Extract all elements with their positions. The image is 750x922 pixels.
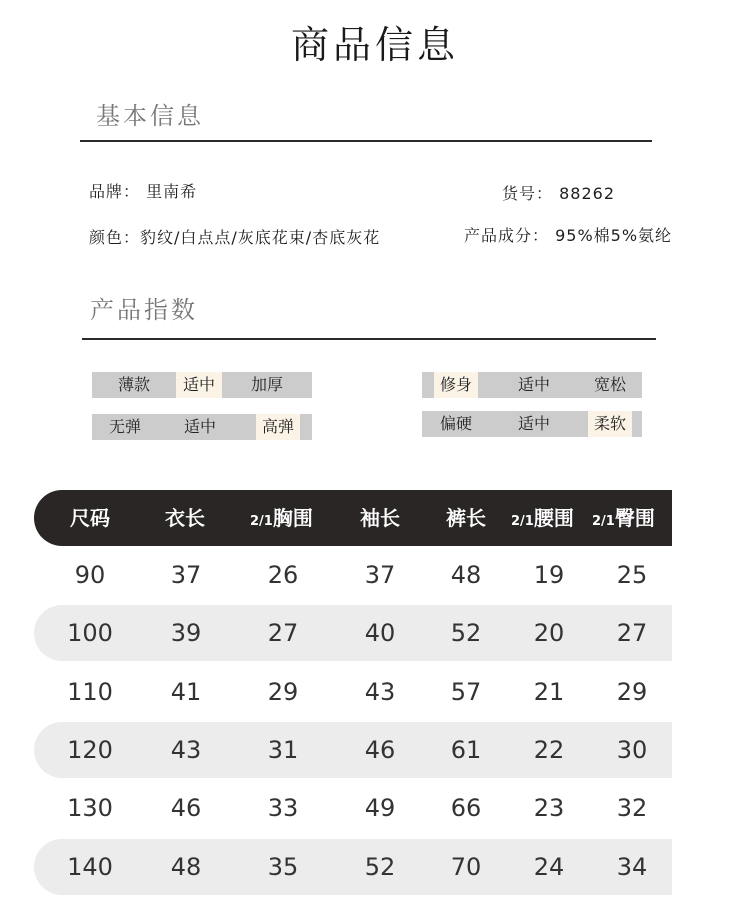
header-hip-prefix: 2/1 <box>592 514 615 529</box>
header-pants <box>446 490 486 546</box>
header-length-label: 衣长 <box>165 506 205 530</box>
table-row <box>34 605 672 661</box>
cell-length: 41 <box>170 678 202 706</box>
material-value: 95%棉5%氨纶 <box>555 226 673 245</box>
cell-hip: 32 <box>616 794 648 822</box>
header-size <box>70 490 110 546</box>
cell-hip: 34 <box>616 853 648 881</box>
elasticity-option-high: 高弹 <box>256 414 300 440</box>
header-waist-prefix: 2/1 <box>511 514 534 529</box>
softness-option-soft: 柔软 <box>588 411 632 437</box>
table-row <box>34 839 672 895</box>
cell-size: 140 <box>67 853 113 881</box>
cell-size: 110 <box>67 678 113 706</box>
softness-option-hard: 偏硬 <box>439 414 472 433</box>
sku-value: 88262 <box>559 184 616 203</box>
cell-chest: 31 <box>267 736 299 764</box>
thickness-option-medium: 适中 <box>176 372 222 398</box>
cell-length: 43 <box>170 736 202 764</box>
cell-waist: 22 <box>533 736 565 764</box>
cell-chest: 27 <box>267 619 299 647</box>
cell-hip: 30 <box>616 736 648 764</box>
cell-hip: 27 <box>616 619 648 647</box>
cell-size: 100 <box>67 619 113 647</box>
product-index-divider <box>82 338 656 340</box>
basic-info-heading: 基本信息 <box>96 102 204 130</box>
cell-sleeve: 40 <box>364 619 396 647</box>
index-elasticity <box>92 414 312 440</box>
brand-label: 品牌： <box>89 182 141 201</box>
thickness-option-thick: 加厚 <box>222 372 312 398</box>
cell-pants: 61 <box>450 736 482 764</box>
material-field <box>464 223 672 246</box>
cell-hip: 29 <box>616 678 648 706</box>
table-row <box>34 780 672 836</box>
softness-option-medium: 适中 <box>517 414 550 433</box>
elasticity-option-medium: 适中 <box>183 417 216 436</box>
header-waist <box>511 490 574 546</box>
header-sleeve <box>360 490 400 546</box>
cell-sleeve: 37 <box>364 561 396 589</box>
cell-chest: 26 <box>267 561 299 589</box>
sku-field <box>502 181 615 204</box>
cell-chest: 35 <box>267 853 299 881</box>
brand-value: 里南希 <box>146 182 198 201</box>
cell-sleeve: 49 <box>364 794 396 822</box>
cell-length: 39 <box>170 619 202 647</box>
cell-pants: 48 <box>450 561 482 589</box>
header-length <box>165 490 205 546</box>
product-index-heading: 产品指数 <box>90 296 198 324</box>
cell-size: 120 <box>67 736 113 764</box>
header-hip <box>592 490 655 546</box>
cell-length: 37 <box>170 561 202 589</box>
cell-chest: 29 <box>267 678 299 706</box>
cell-pants: 66 <box>450 794 482 822</box>
header-chest <box>250 490 313 546</box>
cell-waist: 19 <box>533 561 565 589</box>
header-chest-label: 胸围 <box>272 506 313 530</box>
elasticity-bar-end <box>300 414 312 440</box>
cell-length: 46 <box>170 794 202 822</box>
index-thickness <box>92 372 312 398</box>
cell-waist: 20 <box>533 619 565 647</box>
cell-chest: 33 <box>267 794 299 822</box>
table-row <box>34 547 672 603</box>
sku-label: 货号： <box>502 184 554 203</box>
fit-option-loose: 宽松 <box>593 375 626 394</box>
cell-pants: 70 <box>450 853 482 881</box>
header-waist-label: 腰围 <box>533 506 574 530</box>
cell-pants: 52 <box>450 619 482 647</box>
header-sleeve-label: 袖长 <box>360 506 400 530</box>
thickness-option-thin: 薄款 <box>92 372 176 398</box>
cell-sleeve: 52 <box>364 853 396 881</box>
cell-size: 90 <box>74 561 106 589</box>
brand-field <box>89 179 197 202</box>
header-chest-prefix: 2/1 <box>250 514 273 529</box>
header-size-label: 尺码 <box>70 506 110 530</box>
cell-sleeve: 46 <box>364 736 396 764</box>
softness-bar-end <box>632 411 642 437</box>
table-row <box>34 722 672 778</box>
fit-option-slim: 修身 <box>434 372 478 398</box>
fit-option-medium: 适中 <box>517 375 550 394</box>
fit-bar-start <box>422 372 434 398</box>
cell-waist: 21 <box>533 678 565 706</box>
cell-sleeve: 43 <box>364 678 396 706</box>
color-value: 豹纹/白点点/灰底花束/杏底灰花 <box>140 228 381 247</box>
size-table-header <box>34 490 672 546</box>
table-row <box>34 664 672 720</box>
color-label: 颜色： <box>89 228 141 247</box>
cell-size: 130 <box>67 794 113 822</box>
basic-info-divider <box>80 140 652 142</box>
elasticity-option-none: 无弹 <box>108 417 141 436</box>
page-title: 商品信息 <box>290 23 459 67</box>
header-hip-label: 臀围 <box>614 506 655 530</box>
cell-pants: 57 <box>450 678 482 706</box>
material-label: 产品成分： <box>464 226 550 245</box>
color-field <box>89 225 380 248</box>
index-fit <box>422 372 642 398</box>
index-softness <box>422 411 642 437</box>
cell-length: 48 <box>170 853 202 881</box>
header-pants-label: 裤长 <box>446 506 486 530</box>
cell-hip: 25 <box>616 561 648 589</box>
cell-waist: 23 <box>533 794 565 822</box>
cell-waist: 24 <box>533 853 565 881</box>
